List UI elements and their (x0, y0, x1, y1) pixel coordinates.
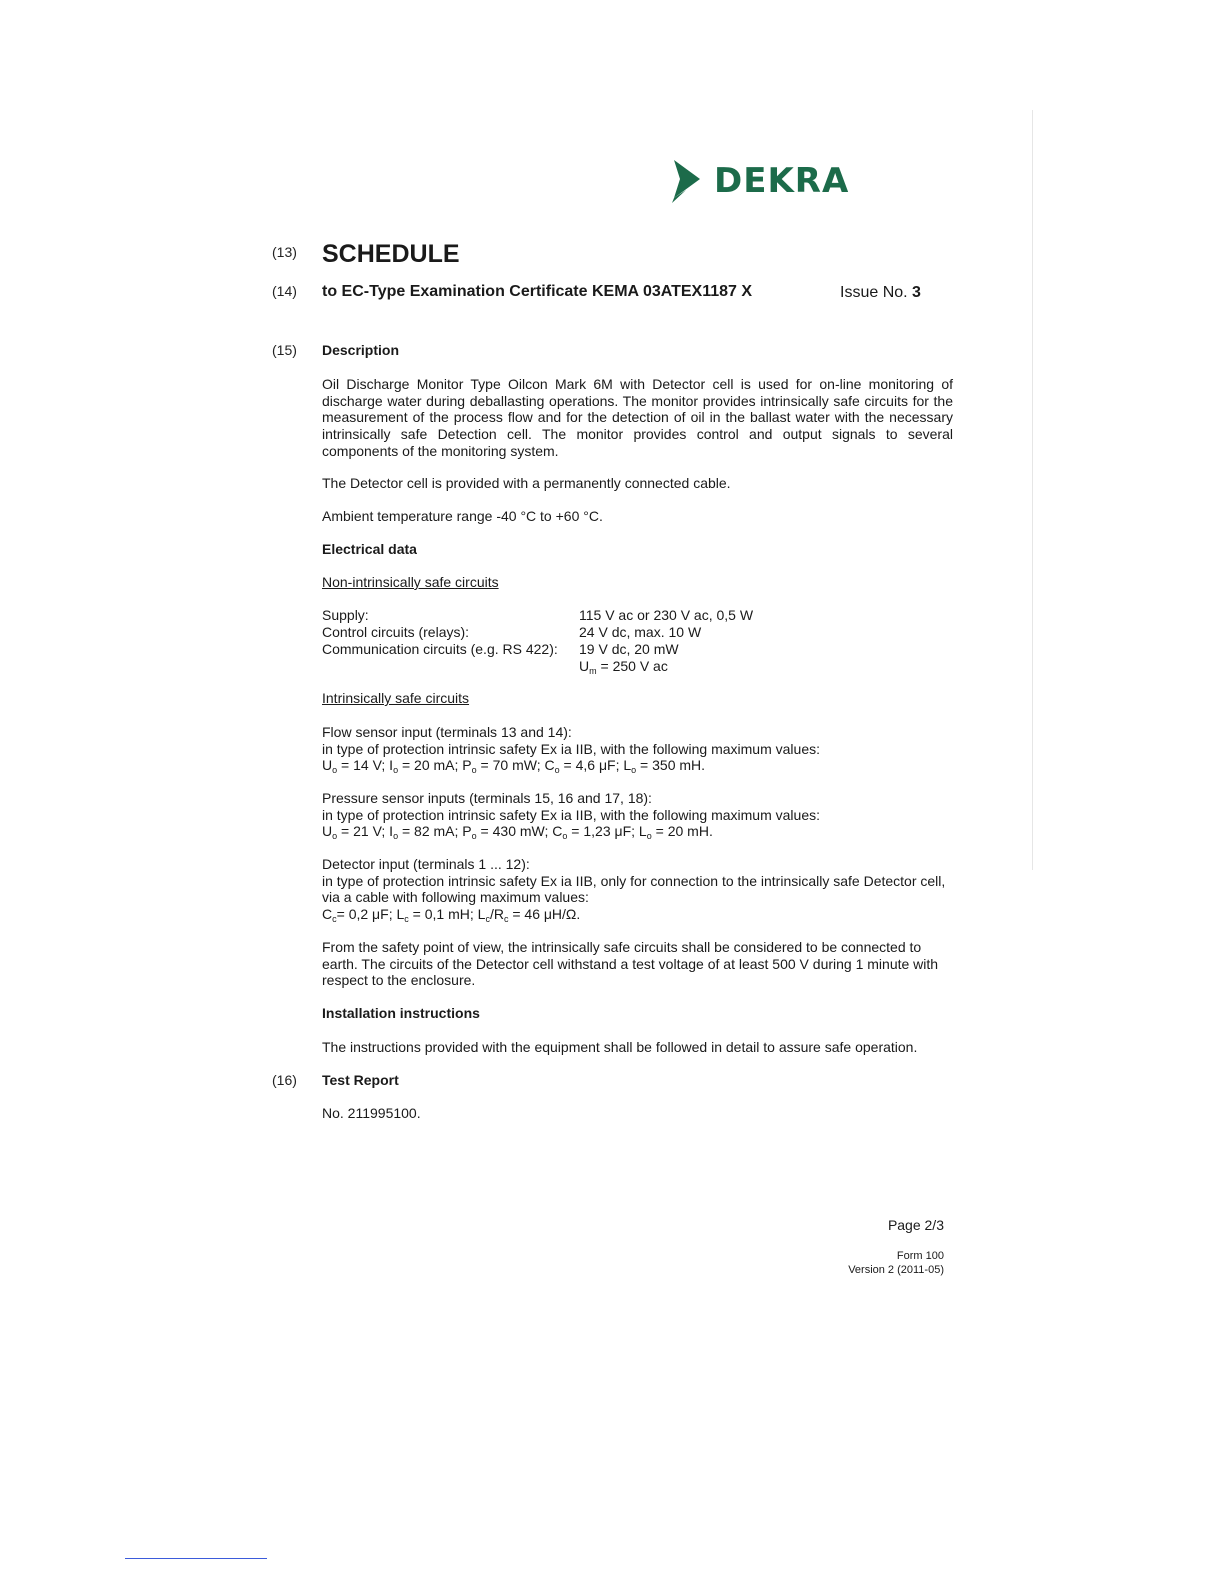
flow-sensor-block (322, 724, 953, 774)
ambient-temperature: Ambient temperature range -40 °C to +60 °C. (322, 508, 603, 524)
control-circuits-value: 24 V dc, max. 10 W (579, 624, 702, 640)
is-circuits-heading: Intrinsically safe circuits (322, 690, 470, 706)
communication-circuits-value: 19 V dc, 20 mW (579, 641, 679, 657)
page-edge-line (1032, 110, 1033, 870)
dekra-logo-text: DEKRA (714, 161, 850, 201)
installation-heading: Installation instructions (322, 1005, 480, 1021)
form-version: Version 2 (2011-05) (848, 1264, 944, 1276)
item-number-15: (15) (272, 342, 297, 358)
control-circuits-label: Control circuits (relays): (322, 624, 470, 640)
detector-input-protection: in type of protection intrinsic safety Ex ia IIB, only for connection to the intrinsically safe Detector cell, via a cable with following maximum values: (322, 872, 946, 906)
test-report-number: No. 211995100. (322, 1105, 421, 1121)
page-number: Page 2/3 (887, 1217, 944, 1233)
cable-paragraph: The Detector cell is provided with a permanently connected cable. (322, 475, 731, 491)
supply-value: 115 V ac or 230 V ac, 0,5 W (579, 607, 754, 623)
flow-sensor-values: $U_o = 14$ V; $I_o = 20$ mA; $P_o = 70$ mW; $C_o = 4,6$ μF; $L_o = 350$ mH. (322, 757, 706, 776)
description-paragraph: Oil Discharge Monitor Type Oilcon Mark 6M with Detector cell is used for on-line monitoring of discharge water during deballasting operations. The monitor provides intrinsically safe circuits for the measurement of the process flow and for the detection of oil in the ballast water with the necessary intrinsically safe Detection cell. The monitor provides control and output signals to several components of the monitoring system. (322, 376, 953, 459)
description-heading: Description (322, 342, 400, 358)
dekra-logo (670, 158, 849, 204)
link-underline (125, 1558, 267, 1559)
electrical-data-heading: Electrical data (322, 541, 417, 557)
pressure-sensor-title: Pressure sensor inputs (terminals 15, 16 and 17, 18): (322, 790, 652, 806)
flow-sensor-protection: in type of protection intrinsic safety Ex ia IIB, with the following maximum values: (322, 740, 820, 757)
flow-sensor-title: Flow sensor input (terminals 13 and 14): (322, 724, 572, 740)
pressure-sensor-values: $U_o = 21$ V; $I_o = 82$ mA; $P_o = 430$ mW; $C_o = 1,23$ μF; $L_o = 20$ mH. (322, 823, 713, 842)
um-value: $U_m = 250$ V ac (579, 658, 668, 676)
dekra-logo-icon (670, 158, 704, 204)
issue-label: Issue No. (840, 284, 908, 301)
installation-text: The instructions provided with the equipment shall be followed in detail to assure safe operation. (322, 1039, 918, 1055)
communication-circuits-label: Communication circuits (e.g. RS 422): (322, 641, 558, 657)
pressure-sensor-protection: in type of protection intrinsic safety Ex ia IIB, with the following maximum values: (322, 806, 820, 823)
pressure-sensor-block (322, 790, 953, 840)
certificate-subtitle: to EC-Type Examination Certificate KEMA 03ATEX1187 X (322, 283, 753, 300)
item-number-13: (13) (272, 244, 297, 260)
earth-paragraph: From the safety point of view, the intrinsically safe circuits shall be considered to be connected to earth. The circuits of the Detector cell withstand a test voltage of at least 500 V during 1 minute with respect to the enclosure. (322, 939, 939, 989)
supply-label: Supply: (322, 607, 369, 623)
detector-input-block (322, 856, 953, 923)
issue-number (840, 284, 921, 302)
test-report-heading: Test Report (322, 1072, 399, 1088)
detector-input-values: $C_c= 0,2$ μF; $L_c = 0,1$ mH; $L_c/R_c = 46$ μH/Ω. (322, 906, 581, 925)
item-number-16: (16) (272, 1072, 297, 1088)
form-number: Form 100 (896, 1250, 944, 1262)
page-title: SCHEDULE (322, 240, 460, 268)
non-is-circuits-heading: Non-intrinsically safe circuits (322, 574, 499, 590)
detector-input-title: Detector input (terminals 1 ... 12): (322, 856, 530, 872)
item-number-14: (14) (272, 283, 297, 299)
issue-value: 3 (912, 284, 921, 301)
